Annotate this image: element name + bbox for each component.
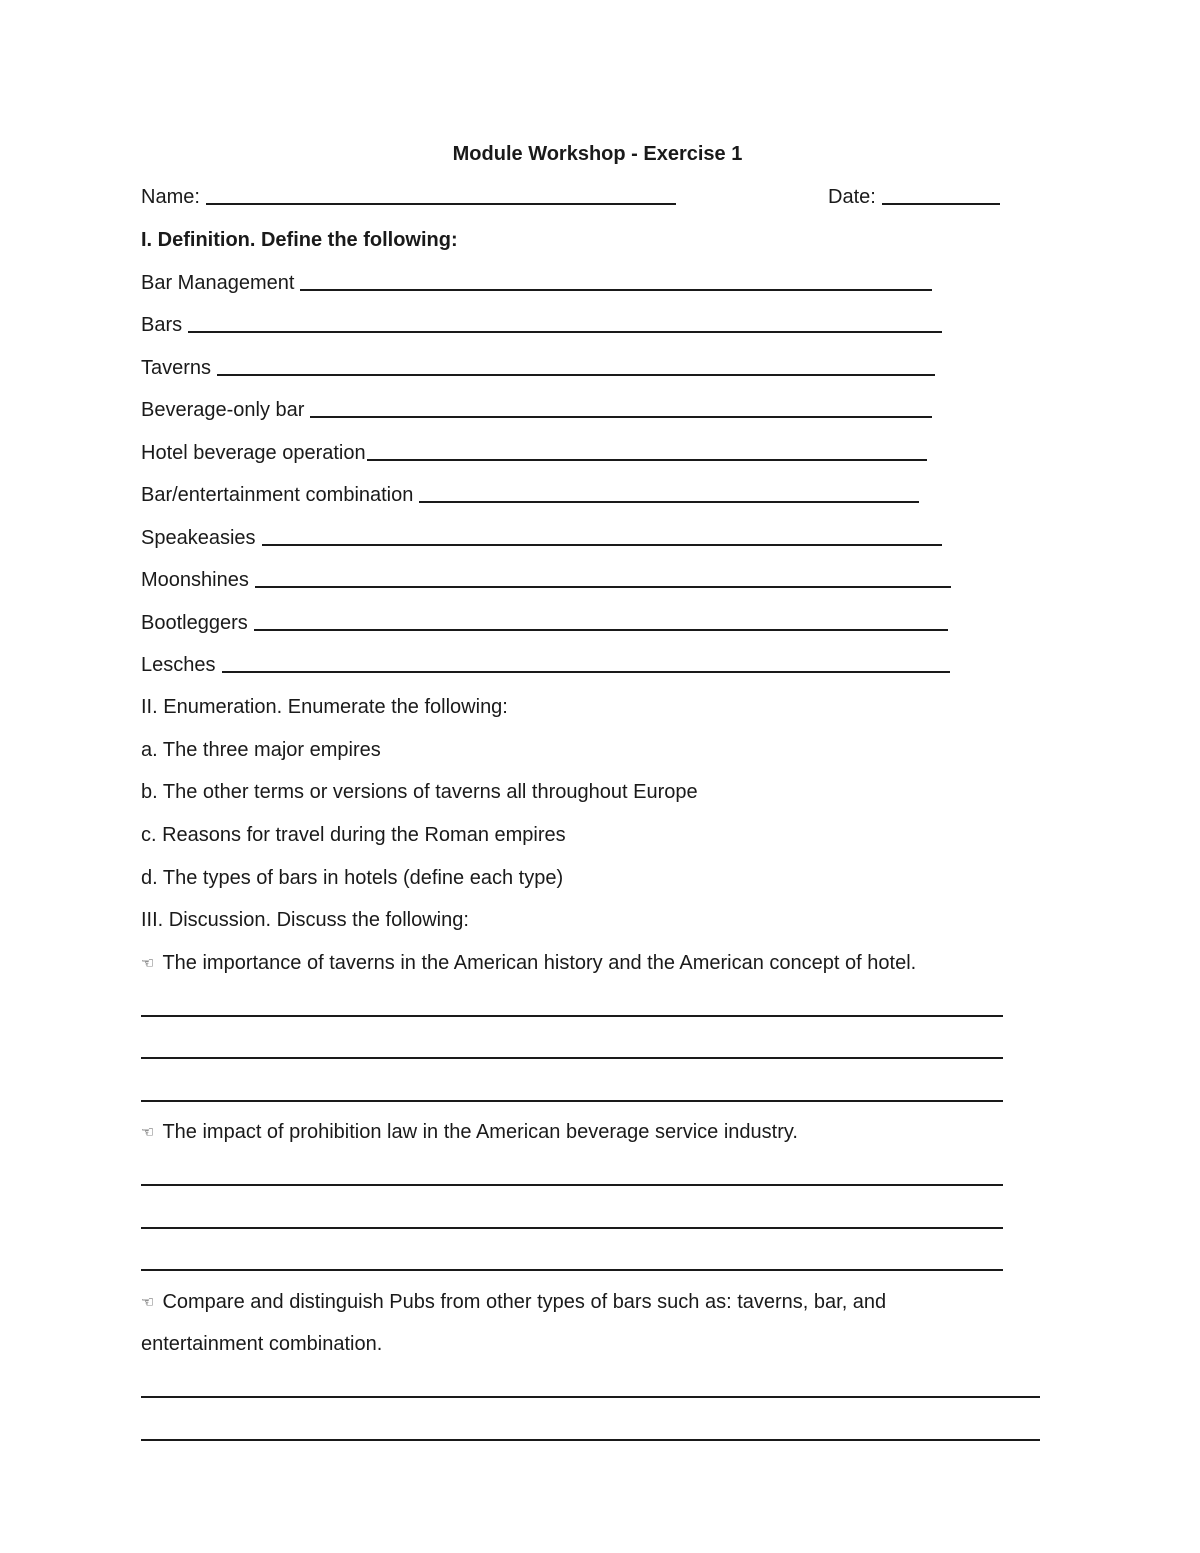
definition-row	[141, 441, 927, 465]
answer-blank[interactable]	[255, 586, 951, 588]
name-label: Name:	[141, 186, 200, 208]
definition-row	[141, 611, 948, 635]
definition-row	[141, 653, 950, 677]
definition-row	[141, 313, 942, 337]
definition-row	[141, 271, 932, 295]
answer-blank[interactable]	[419, 501, 919, 503]
definition-term: Bar Management	[141, 272, 295, 294]
enumeration-item: a. The three major empires	[141, 739, 381, 761]
enumeration-item: b. The other terms or versions of taverns all throughout Europe	[141, 781, 698, 803]
answer-blank[interactable]	[262, 544, 942, 546]
answer-line[interactable]	[141, 1184, 1003, 1186]
prompt-text: The impact of prohibition law in the American beverage service industry.	[162, 1121, 798, 1143]
hand-pointing-icon: ☜	[141, 1124, 155, 1141]
definition-row	[141, 483, 919, 507]
answer-line[interactable]	[141, 1100, 1003, 1102]
definition-term: Moonshines	[141, 569, 249, 591]
answer-line[interactable]	[141, 1396, 1040, 1398]
section-3-heading: III. Discussion. Discuss the following:	[141, 909, 469, 931]
answer-blank[interactable]	[254, 629, 948, 631]
date-label: Date:	[828, 186, 876, 208]
name-row	[141, 185, 676, 209]
answer-line[interactable]	[141, 1015, 1003, 1017]
discussion-prompt	[141, 1120, 798, 1146]
answer-line[interactable]	[141, 1227, 1003, 1229]
definition-row	[141, 568, 951, 592]
answer-blank[interactable]	[188, 331, 942, 333]
enumeration-item: d. The types of bars in hotels (define each type)	[141, 867, 564, 889]
discussion-prompt	[141, 1290, 886, 1316]
name-blank[interactable]	[206, 203, 676, 205]
answer-blank[interactable]	[222, 671, 950, 673]
date-row	[828, 185, 1000, 209]
prompt-text: The importance of taverns in the American history and the American concept of hotel.	[162, 952, 917, 974]
answer-line[interactable]	[141, 1269, 1003, 1271]
prompt-text: Compare and distinguish Pubs from other types of bars such as: taverns, bar, and	[162, 1291, 887, 1313]
section-1-heading: I. Definition. Define the following:	[141, 229, 458, 251]
definition-term: Bootleggers	[141, 612, 248, 634]
definition-row	[141, 398, 932, 422]
answer-blank[interactable]	[367, 459, 927, 461]
answer-line[interactable]	[141, 1057, 1003, 1059]
answer-blank[interactable]	[300, 289, 932, 291]
definition-term: Taverns	[141, 357, 212, 379]
answer-blank[interactable]	[217, 374, 935, 376]
enumeration-item: c. Reasons for travel during the Roman empires	[141, 824, 566, 846]
definition-term: Beverage-only bar	[141, 399, 305, 421]
section-2-heading: II. Enumeration. Enumerate the following:	[141, 696, 508, 718]
definition-row	[141, 356, 935, 380]
date-blank[interactable]	[882, 203, 1000, 205]
answer-line[interactable]	[141, 1439, 1040, 1441]
definition-term: Lesches	[141, 654, 216, 676]
definition-term: Hotel beverage operation	[141, 442, 366, 464]
definition-term: Speakeasies	[141, 527, 256, 549]
definition-row	[141, 526, 942, 550]
definition-term: Bar/entertainment combination	[141, 484, 414, 506]
hand-pointing-icon: ☜	[141, 1294, 155, 1311]
prompt-continuation: entertainment combination.	[141, 1333, 383, 1355]
page-title: Module Workshop - Exercise 1	[452, 143, 743, 165]
answer-blank[interactable]	[310, 416, 932, 418]
definition-term: Bars	[141, 314, 183, 336]
discussion-prompt	[141, 951, 916, 977]
hand-pointing-icon: ☜	[141, 955, 155, 972]
